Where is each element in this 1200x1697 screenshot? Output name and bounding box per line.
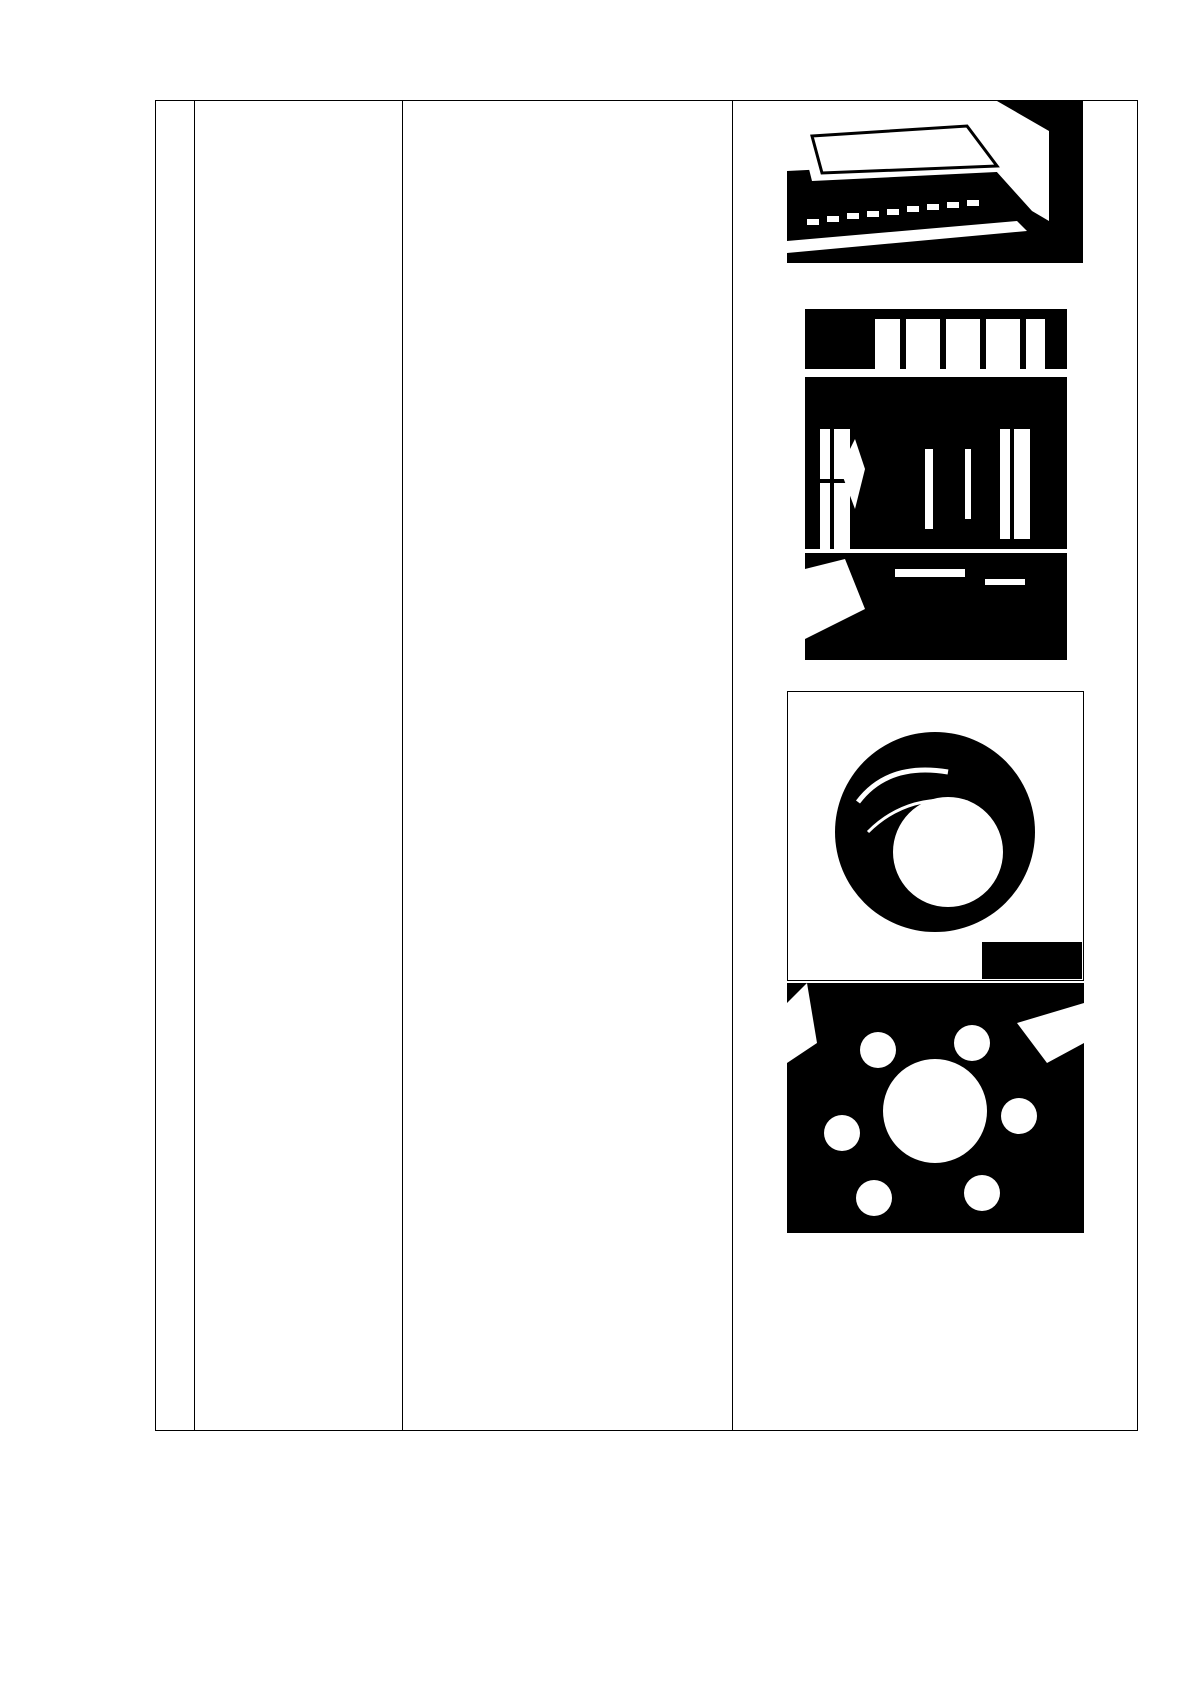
- table-column-divider: [194, 101, 195, 1430]
- lamp1-photo: [787, 691, 1084, 981]
- lamp2-photo: [787, 983, 1084, 1233]
- table-column-divider: [402, 101, 403, 1430]
- objects-table: [155, 100, 1138, 1431]
- description-cell: [409, 101, 740, 217]
- table-column-divider: [732, 101, 733, 1430]
- entablature-photo: [787, 101, 1083, 263]
- partition-photo: [805, 309, 1067, 660]
